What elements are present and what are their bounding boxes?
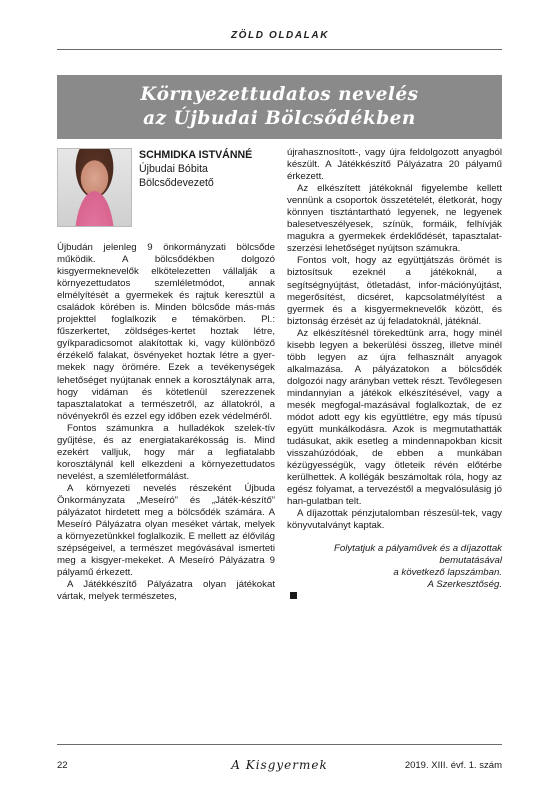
closing-line-1: Folytatjuk a pályaművek és a díjazottak: [334, 542, 502, 554]
paragraph: Az elkészítésnél törekedtünk arra, hogy minél kisebb legyen a bekerülési összeg, illetve minél több legyen az újra felhasznált anyagok alkalmazása. A pályázatokon a bölcsődék dolgozói nagy arányban vettek részt. Tevőlegesen mindannyian a játékok elkészítésével, vagy a mesék megfogal-mazásával foglalkoztak, de ez módot adott egy kis együttlétre, egy más típusú együtt munkálkodásra. Azok is megmutathatták tudásukat, akik esetleg a mindennapokban kicsit visszahúzódóak, de ebben a munkában kézügyességük, vagy ötleteik révén előtérbe kerülhettek. A kollégák beszámoltak róla, hogy az egész folyamat, a tervezéstől a megvalósulásig jó han-gulatban telt.: [287, 327, 502, 508]
paragraph: Fontos számunkra a hulladékok szelek-tív gyűjtése, és az energiatakarékosság is. Mind ezekért valljuk, hogy már a legfiatalabb korosztálynál kell elkezdeni a környezettudatos nevelést, a szemléletformálást.: [57, 422, 275, 482]
running-head: ZÖLD OLDALAK: [230, 30, 330, 41]
author-organization: Újbudai Bóbita: [139, 163, 208, 175]
paragraph: A Játékkészítő Pályázatra olyan játékokat vártak, melyek természetes,: [57, 579, 275, 603]
closing-note: [287, 543, 502, 599]
article-title-line-2: az Újbudai Bölcsődékben: [143, 108, 416, 129]
end-of-article-icon: [290, 592, 297, 599]
footer-rule: [57, 744, 502, 745]
page-footer: [57, 758, 502, 774]
author-block: [139, 148, 279, 190]
paragraph: Újbudán jelenleg 9 önkormányzati bölcsőde működik. A bölcsődékben dolgozó kisgyermeknevelők elkötelezetten vállalják a környezettudatos szemléletmódot, annak elmélyítését a gyermekek és rajtuk keresztül a családok körében is. Minden bölcsőde más-más projekttel foglalkozik e témakörben. Pl.: fűszerkertet, zöldséges-kertet hoztak létre, gyíkparadicsomot alakítottak ki, vagy különböző érzékelő falakat, ösvényeket hoztak létre a gyer-mekek nagy örömére. Ezek a tevékenységek lehetőséget nyújtanak ennek a korosztálynak arra, hogy vidáman és kötetlenül szerezzenek tapasztalatokat a természetről, az állatokról, a növényekről és ezzel egy időben ezek védelméről.: [57, 242, 275, 422]
closing-line-2: bemutatásával: [439, 554, 502, 566]
paragraph: A díjazottak pénzjutalomban részesül-tek, vagy könyvutalványt kaptak.: [287, 508, 502, 532]
paragraph: Az elkészített játékoknál figyelembe kellett vennünk a csoportok összetételét, életkorát, hogy könnyen tisztántartható legyenek, ne legyenek balesetveszélyesek, színük, formáik, felhívják magukra a gyermekek érdeklődését, tapasztalat-szerzési lehetőséget nyújtson számukra.: [287, 183, 502, 255]
closing-line-4: A Szerkesztőség.: [427, 579, 502, 591]
author-role: Bölcsődevezető: [139, 177, 214, 189]
article-column-right: [287, 147, 502, 599]
closing-line-3: a következő lapszámban.: [393, 567, 502, 579]
author-name: SCHMIDKA ISTVÁNNÉ: [139, 149, 253, 161]
page-number: 22: [57, 760, 68, 771]
author-photo: [57, 148, 132, 227]
issue-info: 2019. XIII. évf. 1. szám: [404, 760, 502, 771]
paragraph: A környezeti nevelés részeként Újbuda Önkormányzata „Meseíró” és „Játék-készítő” pályázatot hirdetett meg a bölcsődék számára. A Meseíró Pályázatra olyan meséket vártak, melyek a környezetünkkel foglalkozik. E mellett az élővilág szépségeivel, a természet megóvásával ismerteti meg a kisgyer-mekeket. A Meseíró Pályázatra 9 pályamű érkezett.: [57, 482, 275, 579]
paragraph: Fontos volt, hogy az együttjátszás örömét is biztosítsuk ezeknél a játékoknál, a segítségnyújtást, ötletadást, infor-mációnyújtást, megerősítést, dicséret, kapcsolatmélyítést a gyermek és a kisgyermeknevelők között, és biztonság érzését az új feladatoknál, játéknál.: [287, 255, 502, 327]
paragraph: újrahasznosított-, vagy újra feldolgozott anyagból készült. A Játékkészítő Pályázatra 20 pályamű érkezett.: [287, 147, 502, 183]
article-title: [57, 75, 502, 139]
magazine-name: A Kisgyermek: [231, 758, 328, 772]
article-column-left: [57, 242, 275, 603]
closing-signature: [287, 579, 502, 598]
article-title-line-1: Környezettudatos nevelés: [140, 84, 419, 105]
header-rule: [57, 49, 502, 50]
